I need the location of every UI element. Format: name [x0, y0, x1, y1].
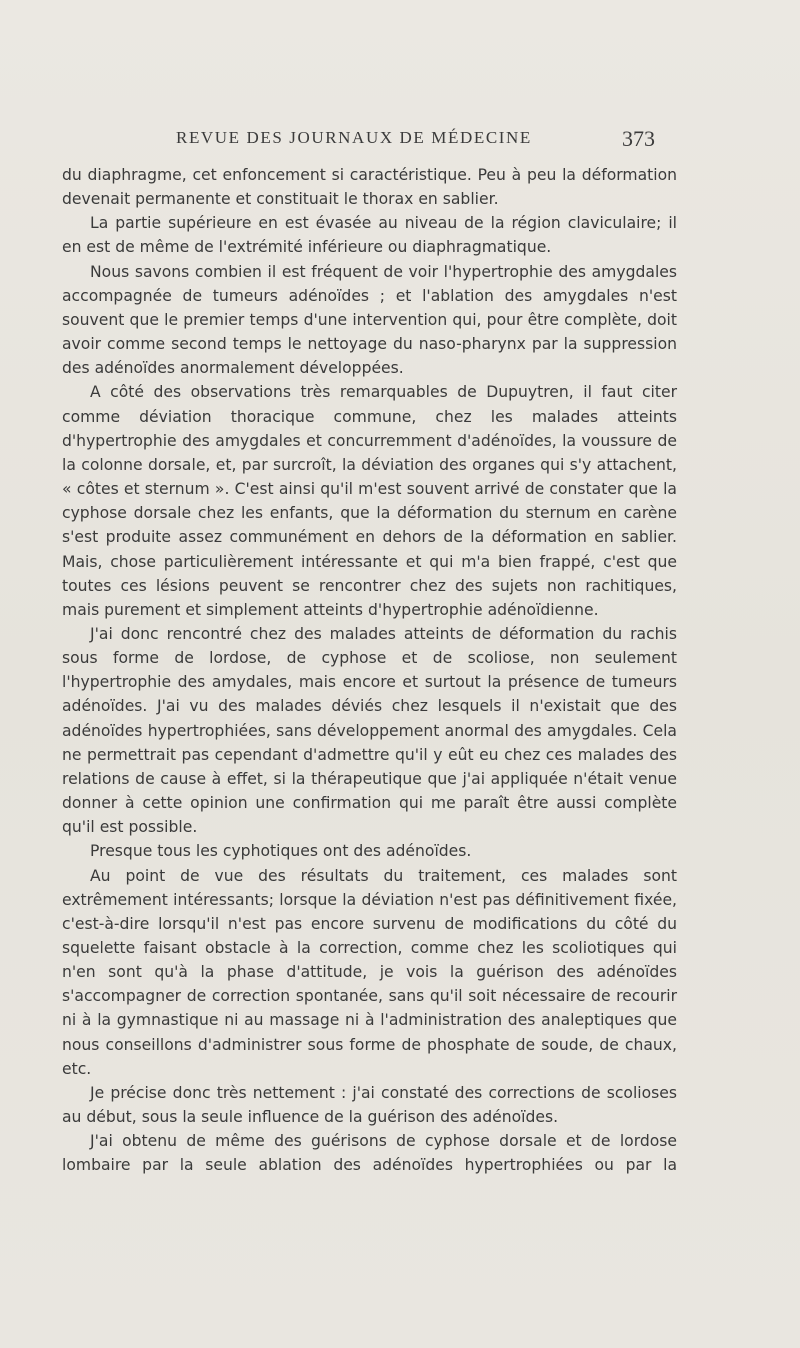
paragraph: J'ai obtenu de même des guérisons de cyphose dorsale et de lordose lombaire par la seule ablation des adénoïdes hypertrophiées ou par la	[62, 1132, 677, 1175]
page-header	[0, 128, 800, 158]
paragraph: J'ai donc rencontré chez des malades atteints de déformation du rachis sous forme de lordose, de cyphose et de scoliose, non seulement l'hypertrophie des amydales, mais encore et surtout la présence de tumeurs adénoïdes. J'ai vu des malades déviés chez lesquels il n'existait que des adénoïdes hypertrophiées, sans développement anormal des amygdales. Cela ne permettrait pas cependant d'admettre qu'il y eût eu chez ces malades des relations de cause à effet, si la thérapeutique que j'ai appliquée n'était venue donner à cette opinion une confirmation qui me paraît être aussi complète qu'il est possible.	[62, 624, 677, 837]
paragraph: Nous savons combien il est fréquent de voir l'hypertrophie des amygdales accompagnée de tumeurs adénoïdes ; et l'ablation des amygdales n'est souvent que le premier temps d'une intervention qui, pour être complète, doit avoir comme second temps le nettoyage du naso-pharynx par la suppression des adénoïdes anormalement développées.	[62, 262, 677, 378]
paragraph: Au point de vue des résultats du traitement, ces malades sont extrêmement intéressants; lorsque la déviation n'est pas définitivement fixée, c'est-à-dire lorsqu'il n'est pas encore survenu de modifications du côté du squelette faisant obstacle à la correction, comme chez les scoliotiques qui n'en sont qu'à la phase d'attitude, je vois la guérison des adénoïdes s'accompagner de correction spontanée, sans qu'il soit nécessaire de recourir ni à la gymnastique ni au massage ni à l'administration des analeptiques que nous conseillons d'administrer sous forme de phosphate de soude, de chaux, etc.	[62, 866, 677, 1078]
paragraph: Je précise donc très nettement : j'ai constaté des corrections de scolioses au début, sous la seule influence de la guérison des adénoïdes.	[62, 1083, 677, 1127]
paragraph: Presque tous les cyphotiques ont des adénoïdes.	[90, 842, 472, 861]
paragraph: La partie supérieure en est évasée au niveau de la région claviculaire; il en est de même de l'extrémité inférieure ou diaphragmatique.	[62, 214, 677, 257]
running-head: REVUE DES JOURNAUX DE MÉDECINE	[176, 128, 532, 147]
paragraph: A côté des observations très remarquables de Dupuytren, il faut citer comme déviation thoracique commune, chez les malades atteints d'hypertrophie des amygdales et concurremment d'adénoïdes, la voussure de la colonne dorsale, et, par surcroît, la déviation des organes qui s'y attachent, « côtes et sternum ». C'est ainsi qu'il m'est souvent arrivé de constater que la cyphose dorsale chez les enfants, que la déformation du sternum en carène s'est produite assez communément en dehors de la déformation en sablier. Mais, chose particulièrement intéressante et qui m'a bien frappé, c'est que toutes ces lésions peuvent se rencontrer chez des sujets non rachitiques, mais purement et simplement atteints d'hypertrophie adénoïdienne.	[62, 383, 677, 619]
paragraph: du diaphragme, cet enfoncement si caractéristique. Peu à peu la déformation devenait permanente et constituait le thorax en sablier.	[62, 166, 677, 209]
body-text	[62, 163, 677, 1178]
page-number: 373	[622, 126, 655, 151]
